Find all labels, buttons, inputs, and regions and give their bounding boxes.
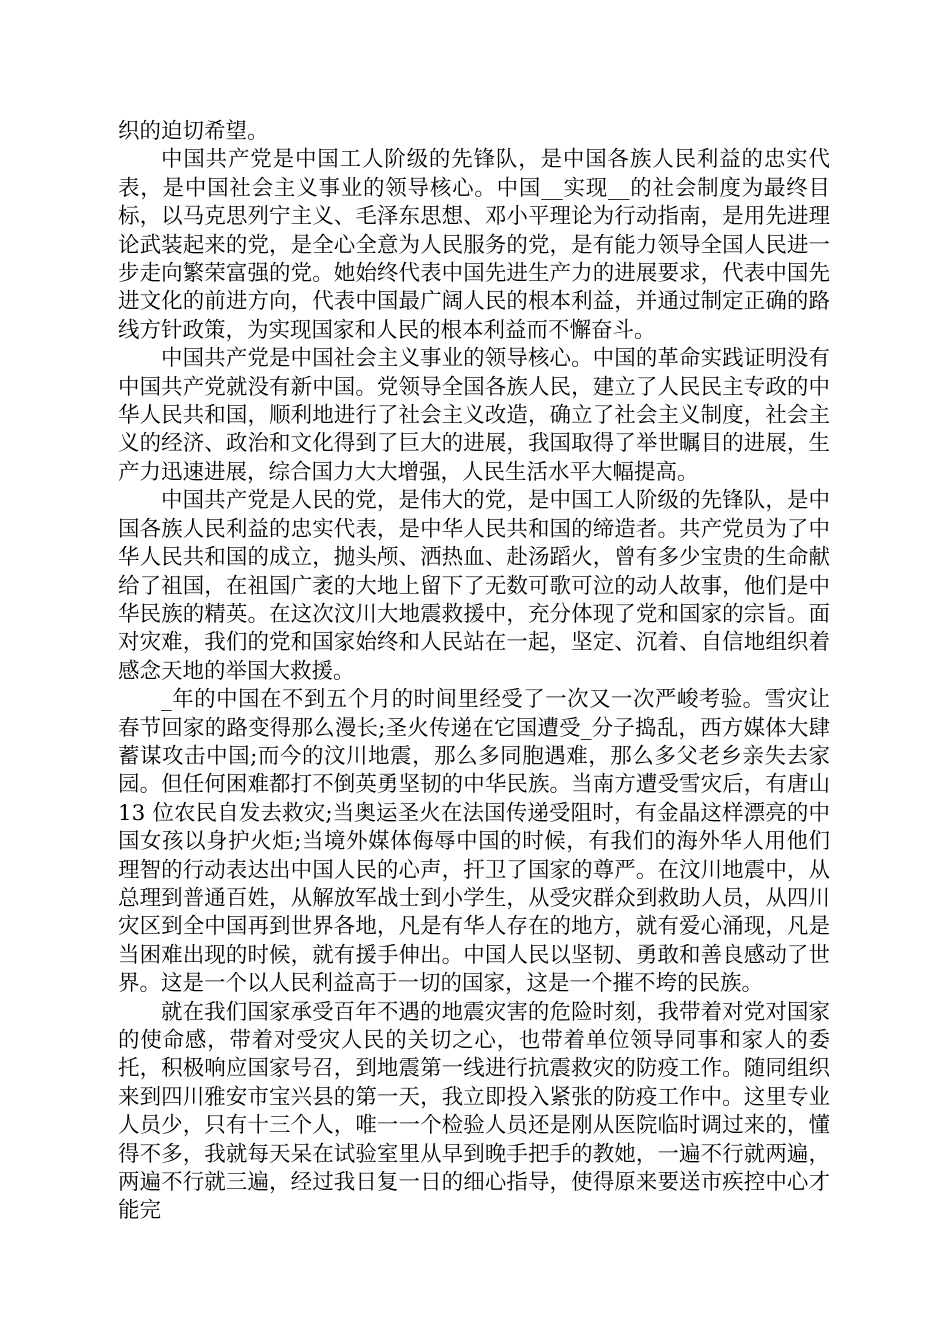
paragraph-year-trials: _年的中国在不到五个月的时间里经受了一次又一次严峻考验。雪灾让春节回家的路变得那么漫长;圣火传递在它国遭受_分子捣乱，西方媒体大肆蓄谋攻击中国;而今的汶川地震，那么多同胞遇难，那么多父老乡亲失去家园。但任何困难都打不倒英勇坚韧的中华民族。当南方遭受雪灾后，有唐山 13 位农民自发去救灾;当奥运圣火在法国传递受阻时，有金晶这样漂亮的中国女孩以身护火炬;当境外媒体侮辱中国的时候，有我们的海外华人用他们理智的行动表达出中国人民的心声，扞卫了国家的尊严。在汶川地震中，从总理到普通百姓，从解放军战士到小学生，从受灾群众到救助人员，从四川灾区到全中国再到世界各地，凡是有华人存在的地方，就有爱心涌现，凡是当困难出现的时候，就有援手伸出。中国人民以坚韧、勇敢和善良感动了世界。这是一个以人民利益高于一切的国家，这是一个摧不垮的民族。: [118, 687, 830, 997]
paragraph-epidemic-prevention: 就在我们国家承受百年不遇的地震灾害的危险时刻，我带着对党对国家的使命感，带着对受灾人民的关切之心，也带着单位领导同事和家人的委托，积极响应国家号召，到地震第一线进行抗震救灾的防疫工作。随同组织来到四川雅安市宝兴县的第一天，我立即投入紧张的防疫工作中。这里专业人员少，只有十三个人，唯一一个检验人员还是刚从医院临时调过来的，懂得不多，我就每天呆在试验室里从早到晚手把手的教她，一遍不行就两遍，两遍不行就三遍，经过我日复一日的细心指导，使得原来要送市疾控中心才能完: [118, 999, 830, 1224]
paragraph-continuation: 织的迫切希望。: [118, 119, 269, 144]
paragraph-people-party: 中国共产党是人民的党，是伟大的党，是中国工人阶级的先锋队，是中国各族人民利益的忠实代表，是中华人民共和国的缔造者。共产党员为了中华人民共和国的成立，抛头颅、洒热血、赴汤蹈火，曾有多少宝贵的生命献给了祖国，在祖国广袤的大地上留下了无数可歌可泣的动人故事，他们是中华民族的精英。在这次汶川大地震救援中，充分体现了党和国家的宗旨。面对灾难，我们的党和国家始终和人民站在一起，坚定、沉着、自信地组织着感念天地的举国大救援。: [118, 488, 830, 684]
paragraph-leadership-core: 中国共产党是中国社会主义事业的领导核心。中国的革命实践证明没有中国共产党就没有新中国。党领导全国各族人民，建立了人民民主专政的中华人民共和国，顺利地进行了社会主义改造，确立了社会主义制度，社会主义的经济、政治和文化得到了巨大的进展，我国取得了举世瞩目的进展，生产力迅速进展，综合国力大大增强，人民生活水平大幅提高。: [118, 346, 830, 485]
document-page: [118, 118, 830, 1226]
paragraph-party-vanguard: 中国共产党是中国工人阶级的先锋队，是中国各族人民利益的忠实代表，是中国社会主义事业的领导核心。中国__实现__的社会制度为最终目标，以马克思列宁主义、毛泽东思想、邓小平理论为行动指南，是用先进理论武装起来的党，是全心全意为人民服务的党，是有能力领导全国人民进一步走向繁荣富强的党。她始终代表中国先进生产力的进展要求，代表中国先进文化的前进方向，代表中国最广阔人民的根本利益，并通过制定正确的路线方针政策，为实现国家和人民的根本利益而不懈奋斗。: [118, 147, 830, 343]
